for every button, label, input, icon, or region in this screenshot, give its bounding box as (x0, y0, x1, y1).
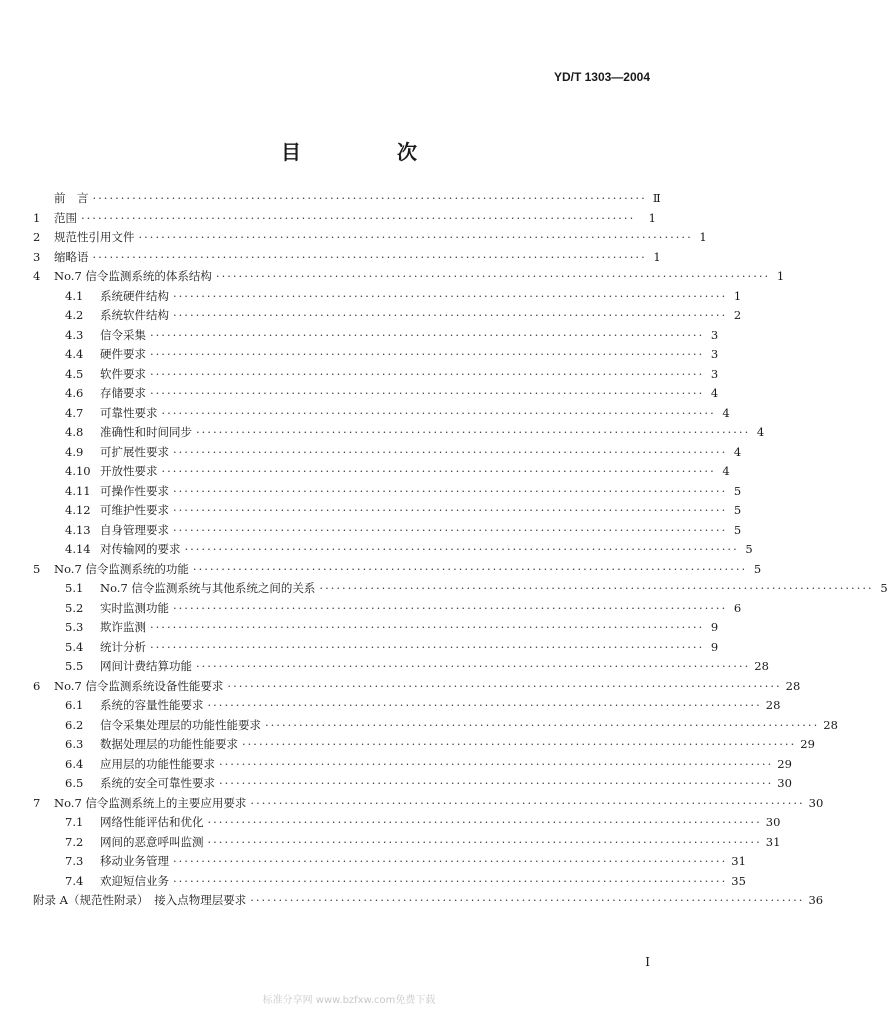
toc-entry-number: 7.3 (65, 854, 84, 868)
toc-entry[interactable] (33, 287, 742, 307)
toc-entry-page: 4 (722, 405, 730, 420)
toc-entry-page: 5 (745, 542, 753, 556)
toc-dot-leader: ·································································································· (173, 503, 728, 517)
toc-dot-leader: ·································································································· (173, 288, 728, 303)
toc-entry-number: 4.13 (65, 522, 91, 537)
toc-entry-number: 4.8 (65, 425, 84, 439)
toc-dot-leader: ·································································································· (265, 717, 820, 732)
toc-entry[interactable] (33, 774, 792, 794)
toc-entry-number: 6.4 (65, 756, 84, 771)
toc-entry-title: 实时监测功能 (100, 600, 169, 615)
toc-entry[interactable] (33, 579, 888, 599)
toc-entry-title: 硬件要求 (100, 347, 146, 361)
toc-dot-leader: ·································································································· (173, 854, 728, 868)
toc-dot-leader: ·································································································· (227, 678, 782, 693)
toc-entry-title: 应用层的功能性能要求 (100, 756, 215, 771)
toc-entry-page: 5 (733, 483, 742, 498)
toc-entry-title: 系统硬件结构 (100, 288, 169, 303)
page-title: 目 次 (281, 140, 455, 164)
toc-entry-title: No.7 信令监测系统与其他系统之间的关系 (100, 581, 316, 595)
toc-dot-leader: ·································································································· (150, 366, 705, 381)
toc-dot-leader: ·································································································· (173, 522, 728, 537)
toc-entry[interactable] (33, 716, 838, 736)
toc-entry-number: 6.1 (65, 698, 84, 712)
toc-dot-leader: ·································································································· (81, 210, 636, 225)
toc-entry-title: 可操作性要求 (100, 483, 169, 498)
toc-entry-number: 4.10 (65, 464, 91, 478)
toc-entry[interactable] (33, 852, 746, 872)
toc-dot-leader: ·································································································· (219, 776, 774, 790)
toc-entry-page: 30 (808, 795, 824, 810)
toc-entry-title: No.7 信令监测系统的体系结构 (54, 269, 212, 283)
toc-entry-page: 1 (699, 230, 707, 244)
toc-dot-leader: ·································································································· (173, 873, 728, 888)
toc-dot-leader: ·································································································· (184, 542, 739, 556)
toc-entry-number: 6 (33, 678, 41, 693)
toc-entry-title: 可扩展性要求 (100, 444, 169, 459)
toc-entry-title: No.7 信令监测系统的功能 (54, 561, 189, 576)
toc-entry-page: 3 (710, 327, 719, 342)
toc-entry-page: 36 (808, 893, 824, 907)
toc-entry[interactable] (33, 521, 742, 541)
toc-entry-title: 自身管理要求 (100, 522, 169, 537)
toc-entry-number: 4.5 (65, 366, 84, 381)
toc-entry[interactable] (33, 462, 730, 482)
toc-dot-leader: ·································································································· (92, 191, 647, 205)
toc-dot-leader: ·································································································· (150, 386, 705, 400)
toc-entry-number: 5.5 (65, 659, 84, 673)
toc-entry-number: 5.1 (65, 581, 84, 595)
toc-entry-page: 35 (731, 873, 746, 888)
toc-dot-leader: ·································································································· (219, 756, 774, 771)
toc-entry[interactable] (33, 209, 656, 229)
toc-entry-page: 2 (733, 308, 742, 322)
toc-entry[interactable] (33, 735, 815, 755)
toc-entry-page: 29 (777, 756, 792, 771)
table-of-contents (33, 189, 888, 911)
toc-entry[interactable] (33, 677, 801, 697)
toc-entry-title: 系统的容量性能要求 (100, 698, 204, 712)
toc-entry-title: 可维护性要求 (100, 503, 169, 517)
toc-entry-title: 统计分析 (100, 639, 146, 654)
toc-entry-page: 30 (765, 815, 781, 829)
toc-entry[interactable] (33, 891, 824, 911)
toc-entry-title: 存储要求 (100, 386, 146, 400)
toc-entry-page: 4 (710, 386, 719, 400)
toc-entry-number: 4.6 (65, 386, 84, 400)
toc-entry-title: 欺诈监测 (100, 620, 146, 634)
toc-entry[interactable] (33, 423, 765, 443)
toc-entry-page: Ⅱ (652, 191, 661, 205)
toc-entry-title: 缩略语 (54, 249, 89, 264)
toc-entry[interactable] (33, 599, 742, 619)
toc-entry-page: 4 (722, 464, 730, 478)
toc-entry-page: 28 (823, 717, 838, 732)
toc-entry-number: 6.2 (65, 717, 84, 732)
toc-entry-title: 准确性和时间同步 (100, 425, 192, 439)
toc-entry-title: 范围 (54, 210, 77, 225)
toc-dot-leader: ·································································································· (161, 464, 716, 478)
toc-entry-number: 4.12 (65, 503, 91, 517)
toc-entry-number: 4.7 (65, 405, 84, 420)
toc-entry-number: 5.4 (65, 639, 84, 654)
toc-entry-page: 31 (731, 854, 746, 868)
toc-dot-leader: ·································································································· (319, 581, 874, 595)
toc-entry-title: 可靠性要求 (100, 405, 158, 420)
toc-dot-leader: ·································································································· (138, 230, 693, 244)
toc-entry-page: 5 (880, 581, 888, 595)
toc-entry-title: 软件要求 (100, 366, 146, 381)
toc-entry[interactable] (33, 248, 661, 268)
toc-entry-page: 9 (710, 639, 719, 654)
toc-entry-page: 28 (785, 678, 801, 693)
toc-entry[interactable] (33, 618, 719, 638)
toc-entry-title: 开放性要求 (100, 464, 158, 478)
toc-dot-leader: ·································································································· (207, 815, 762, 829)
toc-entry-page: 6 (733, 600, 742, 615)
toc-entry-title: 网络性能评估和优化 (100, 815, 204, 829)
toc-entry-number: 6.3 (65, 737, 84, 751)
toc-dot-leader: ·································································································· (196, 659, 751, 673)
toc-entry-page: 28 (765, 698, 781, 712)
toc-dot-leader: ·································································································· (150, 347, 705, 361)
toc-entry[interactable] (33, 794, 824, 814)
toc-entry-page: 5 (733, 503, 742, 517)
toc-entry[interactable] (33, 189, 661, 209)
watermark: 标准分享网 www.bzfxw.com免费下载 (262, 995, 436, 1006)
toc-entry-page: 1 (733, 288, 742, 303)
toc-entry[interactable] (33, 482, 742, 502)
toc-entry-title: 网间的恶意呼叫监测 (100, 834, 204, 849)
toc-entry-title: 移动业务管理 (100, 854, 169, 868)
toc-entry-title: 附录 A（规范性附录） 接入点物理层要求 (33, 893, 247, 907)
toc-entry-title: No.7 信令监测系统设备性能要求 (54, 678, 224, 693)
toc-entry-number: 3 (33, 249, 41, 264)
toc-entry[interactable] (33, 326, 719, 346)
toc-entry-title: 欢迎短信业务 (100, 873, 169, 888)
toc-entry-page: 1 (653, 249, 661, 264)
toc-entry-number: 7.4 (65, 873, 84, 888)
toc-dot-leader: ·································································································· (250, 893, 805, 907)
toc-entry-number: 4.4 (65, 347, 84, 361)
toc-entry-title: 规范性引用文件 (54, 230, 135, 244)
toc-entry-page: 3 (710, 366, 719, 381)
toc-entry-number: 4 (33, 269, 41, 283)
toc-entry-number: 4.14 (65, 542, 91, 556)
toc-entry[interactable] (33, 813, 781, 833)
toc-entry[interactable] (33, 267, 785, 287)
toc-dot-leader: ·································································································· (173, 444, 728, 459)
toc-entry-number: 6.5 (65, 776, 84, 790)
toc-entry-page: 1 (776, 269, 785, 283)
toc-entry[interactable] (33, 365, 719, 385)
toc-dot-leader: ·································································································· (192, 561, 748, 576)
toc-entry-number: 1 (33, 210, 41, 225)
toc-entry[interactable] (33, 872, 746, 892)
toc-dot-leader: ·································································································· (215, 269, 771, 283)
toc-entry-number: 4.1 (65, 288, 84, 303)
toc-entry-title: 信令采集 (100, 327, 146, 342)
toc-entry[interactable] (33, 228, 707, 248)
toc-dot-leader: ·································································································· (92, 249, 647, 264)
toc-entry[interactable] (33, 540, 753, 560)
toc-entry-title: 系统的安全可靠性要求 (100, 776, 215, 790)
toc-entry[interactable] (33, 306, 742, 326)
toc-dot-leader: ·································································································· (173, 483, 728, 498)
toc-entry-number: 5.3 (65, 620, 84, 634)
toc-entry-number: 7.2 (65, 834, 84, 849)
toc-entry-number: 4.3 (65, 327, 84, 342)
toc-entry-number: 2 (33, 230, 41, 244)
toc-entry-page: 4 (733, 444, 742, 459)
toc-dot-leader: ·································································································· (173, 308, 728, 322)
toc-entry[interactable] (33, 404, 730, 424)
toc-entry[interactable] (33, 384, 719, 404)
toc-dot-leader: ·································································································· (173, 600, 728, 615)
toc-entry-number: 7.1 (65, 815, 84, 829)
toc-entry[interactable] (33, 755, 792, 775)
toc-entry-title: 系统软件结构 (100, 308, 169, 322)
toc-entry[interactable] (33, 696, 781, 716)
toc-entry[interactable] (33, 443, 742, 463)
toc-entry-page: 9 (710, 620, 719, 634)
toc-dot-leader: ·································································································· (150, 620, 705, 634)
toc-entry-number: 4.9 (65, 444, 84, 459)
toc-entry-title: 网间计费结算功能 (100, 659, 192, 673)
toc-entry-title: 对传输网的要求 (100, 542, 181, 556)
toc-entry-page: 5 (753, 561, 762, 576)
toc-entry-number: 7 (33, 795, 41, 810)
toc-entry-page: 29 (800, 737, 815, 751)
toc-entry-number: 4.11 (65, 483, 91, 498)
page-number: I (645, 955, 650, 969)
toc-entry-page: 28 (754, 659, 769, 673)
toc-dot-leader: ·································································································· (250, 795, 805, 810)
toc-entry[interactable] (33, 638, 719, 658)
toc-dot-leader: ·································································································· (207, 698, 762, 712)
toc-entry-number: 5 (33, 561, 41, 576)
toc-entry[interactable] (33, 560, 762, 580)
toc-dot-leader: ·································································································· (196, 425, 751, 439)
toc-dot-leader: ·································································································· (242, 737, 797, 751)
toc-entry-page: 31 (765, 834, 781, 849)
toc-entry-number: 5.2 (65, 600, 84, 615)
toc-entry-page: 3 (710, 347, 719, 361)
toc-dot-leader: ·································································································· (161, 405, 716, 420)
document-code: YD/T 1303—2004 (553, 70, 650, 84)
toc-dot-leader: ·································································································· (150, 327, 705, 342)
toc-entry[interactable] (33, 657, 769, 677)
toc-entry-number: 4.2 (65, 308, 84, 322)
toc-entry-title: No.7 信令监测系统上的主要应用要求 (54, 795, 247, 810)
toc-entry-page: 30 (777, 776, 792, 790)
toc-entry-page: 1 (648, 210, 656, 225)
toc-dot-leader: ·································································································· (150, 639, 705, 654)
toc-dot-leader: ·································································································· (207, 834, 762, 849)
toc-entry-title: 数据处理层的功能性能要求 (100, 737, 238, 751)
toc-entry-page: 5 (733, 522, 742, 537)
toc-entry[interactable] (33, 833, 781, 853)
toc-entry-page: 4 (756, 425, 765, 439)
toc-entry[interactable] (33, 345, 719, 365)
toc-entry-title: 前 言 (54, 191, 89, 205)
toc-entry[interactable] (33, 501, 742, 521)
toc-entry-title: 信令采集处理层的功能性能要求 (100, 717, 261, 732)
